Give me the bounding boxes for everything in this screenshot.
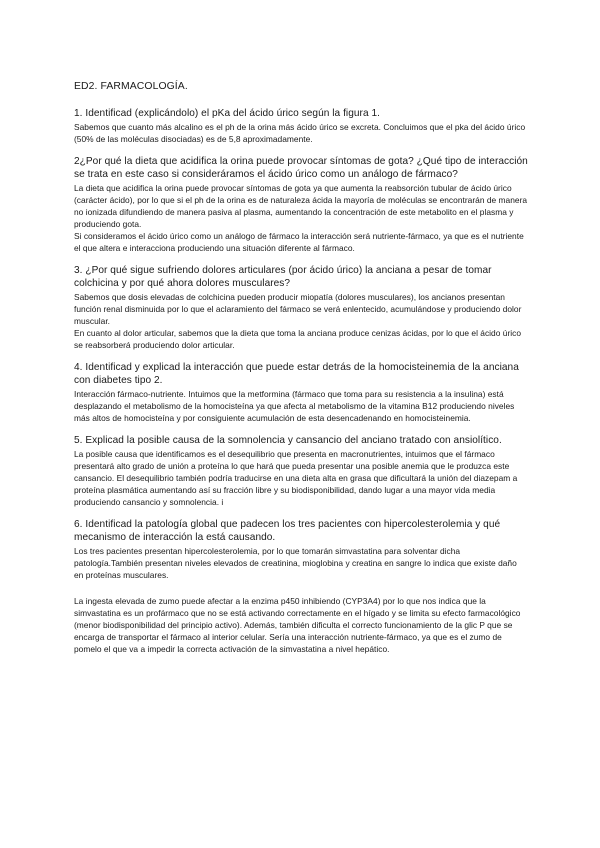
answer-2-paragraph-2: Si consideramos el ácido úrico como un análogo de fármaco la interacción será nutriente-fármaco, ya que es el nutriente el que altera e interacciona produciendo una situación diferente al fármaco. bbox=[74, 231, 524, 253]
answer-3-paragraph-2: En cuanto al dolor articular, sabemos que la dieta que toma la anciana produce cenizas ácidas, por lo que el ácido úrico se reabsorberá produciendo dolor articular. bbox=[74, 328, 522, 350]
question-6: 6. Identificad la patología global que padecen los tres pacientes con hipercolesterolemia y qué mecanismo de interacción la está causando. bbox=[74, 519, 501, 543]
answer-3-paragraph-1: Sabemos que dosis elevadas de colchicina pueden producir miopatía (dolores musculares), los ancianos presentan función renal disminuida por lo que el aclaramiento del fármaco se verá enlentecido, acumulándose y produciendo dolor muscular. bbox=[74, 292, 522, 326]
question-2: 2¿Por qué la dieta que acidifica la orina puede provocar síntomas de gota? ¿Qué tipo de interacción se trata en este caso si consideráramos el ácido úrico como un análogo de fármaco? bbox=[74, 156, 528, 180]
section-4 bbox=[74, 361, 528, 424]
question-1: 1. Identificad (explicándolo) el pKa del ácido úrico según la figura 1. bbox=[74, 108, 380, 119]
section-1 bbox=[74, 107, 528, 145]
answer-4-paragraph-1: Interacción fármaco-nutriente. Intuimos que la metformina (fármaco que toma para su resistencia a la insulina) está desplazando el metabolismo de la homocisteína ya que afecta al metabolismo de la vitamina B12 produciendo niveles más altos de homocisteína y por consiguiente acumulación de esta desencadenando en homocisteinemia. bbox=[74, 389, 515, 423]
answer-2-paragraph-1: La dieta que acidifica la orina puede provocar síntomas de gota ya que aumenta la reabsorción tubular de ácido úrico (carácter ácido), por lo que si el ph de la orina es de naturaleza ácida la mayoría de moléculas se encontrarán de manera no ionizada difundiendo de manera pasiva al plasma, aumentando la concentración de este metabolito en el plasma y produciendo gota. bbox=[74, 183, 528, 229]
section-6 bbox=[74, 518, 528, 655]
document-page bbox=[74, 80, 528, 665]
section-5 bbox=[74, 434, 528, 508]
section-3 bbox=[74, 264, 528, 351]
document-title: ED2. FARMACOLOGÍA. bbox=[74, 81, 188, 92]
question-3: 3. ¿Por qué sigue sufriendo dolores articulares (por ácido úrico) la anciana a pesar de tomar colchicina y por qué ahora dolores musculares? bbox=[74, 265, 492, 289]
question-4: 4. Identificad y explicad la interacción que puede estar detrás de la homocisteinemia de la anciana con diabetes tipo 2. bbox=[74, 362, 519, 386]
answer-6-paragraph-2: La ingesta elevada de zumo puede afectar a la enzima p450 inhibiendo (CYP3A4) por lo que nos indica que la simvastatina es un profármaco que no se está activando correctamente en el hígado y se limita su efecto farmacológico (menor biodisponibilidad del principio activo). Además, también dificulta el correcto funcionamiento de la glic P que se encarga de transportar el fármaco al interior celular. Sería una interacción nutriente-fármaco, ya que es el zumo de pomelo el que va a impedir la correcta activación de la simvastatina a nivel hepático. bbox=[74, 596, 521, 654]
question-5: 5. Explicad la posible causa de la somnolencia y cansancio del anciano tratado con ansiolítico. bbox=[74, 435, 502, 446]
section-2 bbox=[74, 155, 528, 254]
answer-6-paragraph-1: Los tres pacientes presentan hipercolesterolemia, por lo que tomarán simvastatina para solventar dicha patología.También presentan niveles elevados de creatinina, mioglobina y creatina en sangre lo indica que existe daño en proteínas musculares. bbox=[74, 546, 517, 580]
answer-5-paragraph-1: La posible causa que identificamos es el desequilibrio que presenta en macronutrientes, intuimos que el fármaco presentará alto grado de unión a proteína lo que hará que pueda presentar una posible anemia que le produzca este cansancio. El desequilibrio también podría traducirse en una dieta alta en grasa que dificultará la unión del diazepam a proteína plasmática aumentando así su fracción libre y su biodisponibilidad, dando lugar a una mayor vida media produciendo cansancio y somnolencia. i bbox=[74, 449, 518, 507]
answer-1-paragraph-1: Sabemos que cuanto más alcalino es el ph de la orina más ácido úrico se excreta. Concluimos que el pka del ácido úrico (50% de las moléculas disociadas) es de 5,8 aproximadamente. bbox=[74, 122, 526, 144]
